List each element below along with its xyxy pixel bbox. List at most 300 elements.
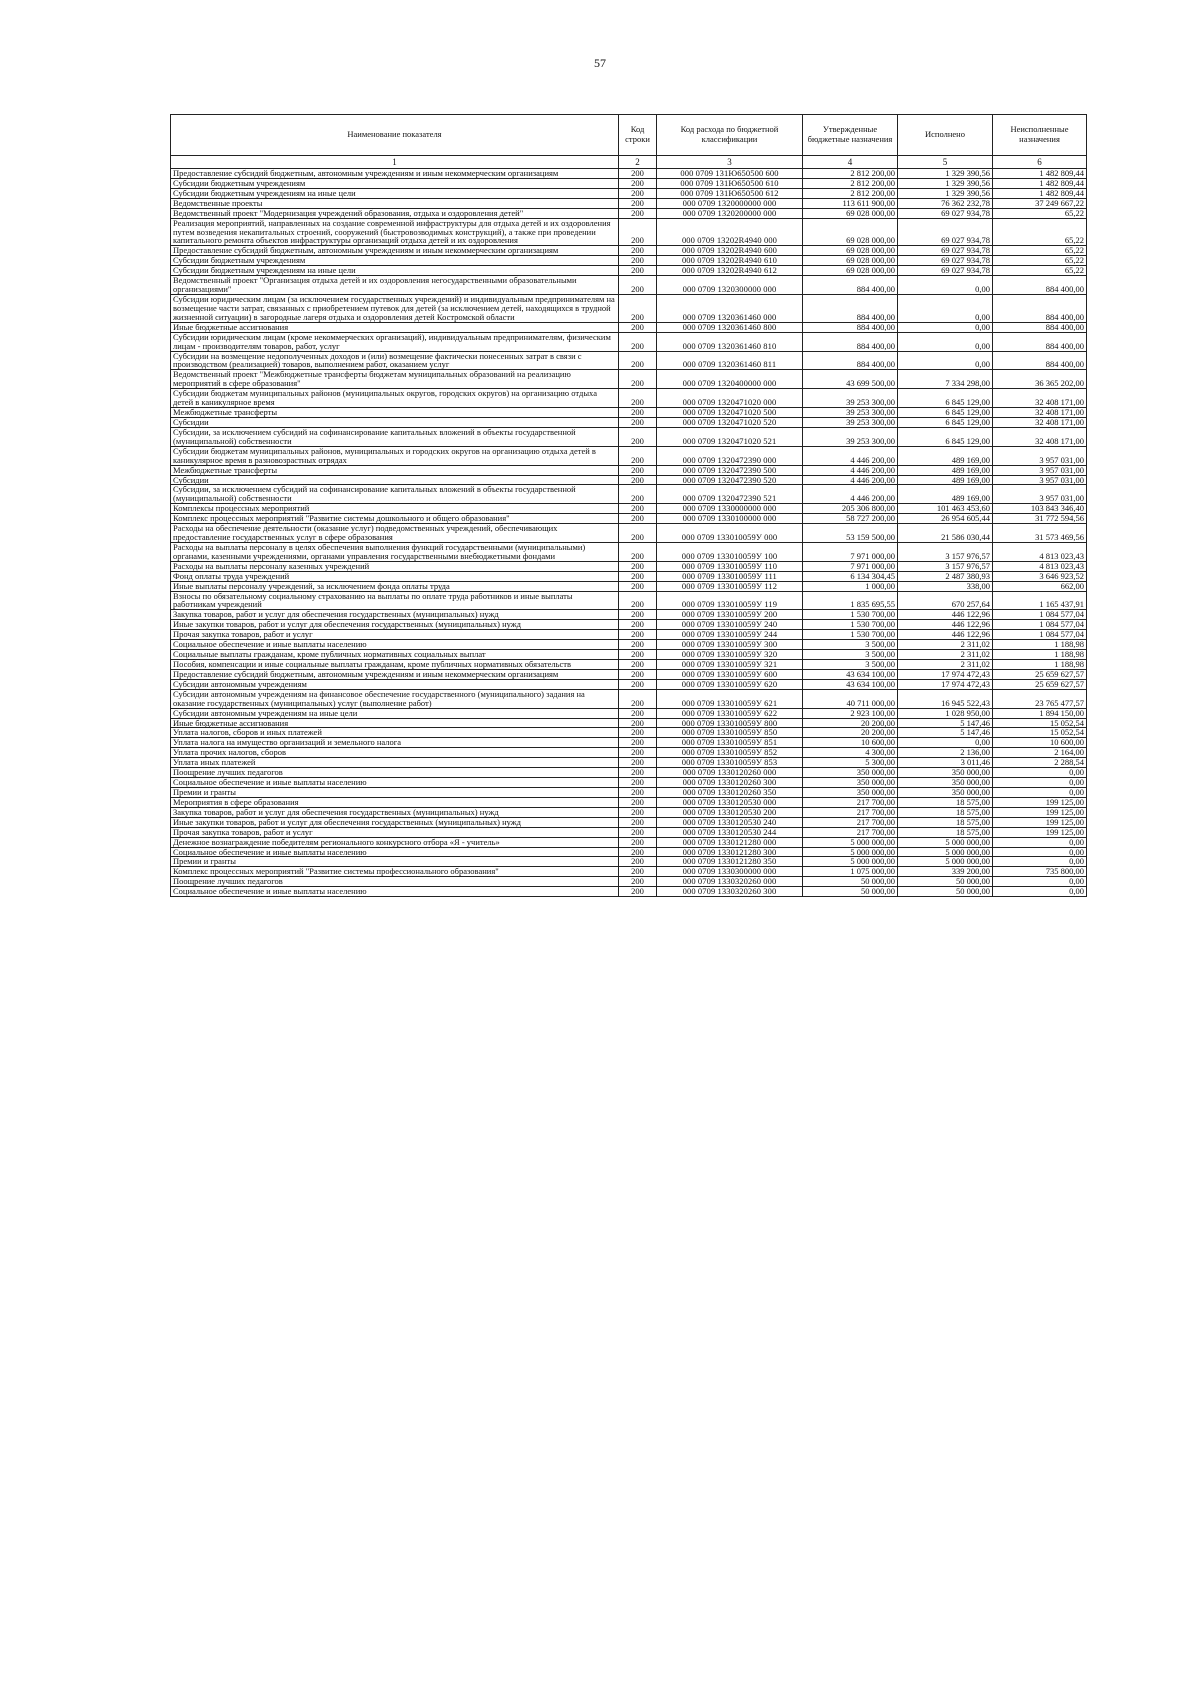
row-name-cell: Иные закупки товаров, работ и услуг для обеспечения государственных (муниципальных) нужд [171, 817, 619, 827]
row-unexecuted-cell: 1 188,98 [993, 640, 1087, 650]
row-approved-cell: 2 812 200,00 [803, 188, 898, 198]
table-row [171, 351, 1087, 370]
row-executed-cell: 5 000 000,00 [898, 837, 993, 847]
row-unexecuted-cell: 103 843 346,40 [993, 504, 1087, 514]
row-name-cell: Премии и гранты [171, 788, 619, 798]
row-code-cell: 200 [619, 847, 657, 857]
table-row [171, 389, 1087, 408]
row-name-cell: Субсидии, за исключением субсидий на софинансирование капитальных вложений в объекты государственной (муниципальной) собственности [171, 485, 619, 504]
row-name-cell: Уплата иных платежей [171, 758, 619, 768]
row-unexecuted-cell: 32 408 171,00 [993, 408, 1087, 418]
row-code-cell: 200 [619, 768, 657, 778]
row-name-cell: Субсидии юридическим лицам (за исключением государственных учреждений) и индивидуальным предпринимателям на возмещение части затрат, связанных с приобретением путевок для детей (за исключением детей, находящихся в трудной жизненной ситуации) в загородные лагеря отдыха и оздоровления детей Костромской области [171, 294, 619, 322]
row-executed-cell: 1 329 390,56 [898, 188, 993, 198]
row-name-cell: Предоставление субсидий бюджетным, автономным учреждениям и иным некоммерческим организациям [171, 246, 619, 256]
row-name-cell: Социальное обеспечение и иные выплаты населению [171, 887, 619, 897]
row-kbk-cell: 000 0709 1320471020 520 [657, 417, 803, 427]
row-code-cell: 200 [619, 246, 657, 256]
column-number-row [171, 156, 1087, 169]
row-unexecuted-cell: 0,00 [993, 877, 1087, 887]
row-unexecuted-cell: 31 772 594,56 [993, 514, 1087, 524]
row-code-cell: 200 [619, 169, 657, 179]
row-executed-cell: 17 974 472,43 [898, 669, 993, 679]
row-approved-cell: 217 700,00 [803, 807, 898, 817]
row-name-cell: Социальное обеспечение и иные выплаты населению [171, 640, 619, 650]
row-code-cell: 200 [619, 294, 657, 322]
row-executed-cell: 2 311,02 [898, 640, 993, 650]
row-approved-cell: 69 028 000,00 [803, 208, 898, 218]
row-approved-cell: 884 400,00 [803, 332, 898, 351]
row-unexecuted-cell: 1 084 577,04 [993, 610, 1087, 620]
row-kbk-cell: 000 0709 1330120530 240 [657, 817, 803, 827]
row-code-cell: 200 [619, 797, 657, 807]
row-kbk-cell: 000 0709 1330120260 350 [657, 788, 803, 798]
row-unexecuted-cell: 1 084 577,04 [993, 630, 1087, 640]
table-row [171, 708, 1087, 718]
row-unexecuted-cell: 3 957 031,00 [993, 446, 1087, 465]
row-code-cell: 200 [619, 188, 657, 198]
row-approved-cell: 3 500,00 [803, 660, 898, 670]
row-kbk-cell: 000 0709 13202R4940 610 [657, 256, 803, 266]
row-name-cell: Мероприятия в сфере образования [171, 797, 619, 807]
row-name-cell: Поощрение лучших педагогов [171, 877, 619, 887]
row-approved-cell: 1 530 700,00 [803, 620, 898, 630]
row-approved-cell: 20 200,00 [803, 728, 898, 738]
table-row [171, 427, 1087, 446]
row-unexecuted-cell: 0,00 [993, 887, 1087, 897]
row-unexecuted-cell: 1 188,98 [993, 650, 1087, 660]
row-kbk-cell: 000 0709 133010059У 000 [657, 524, 803, 543]
row-name-cell: Закупка товаров, работ и услуг для обеспечения государственных (муниципальных) нужд [171, 807, 619, 817]
row-code-cell: 200 [619, 581, 657, 591]
table-row [171, 542, 1087, 561]
row-approved-cell: 69 028 000,00 [803, 266, 898, 276]
table-row [171, 591, 1087, 610]
row-kbk-cell: 000 0709 133010059У 111 [657, 571, 803, 581]
row-kbk-cell: 000 0709 133010059У 800 [657, 718, 803, 728]
row-unexecuted-cell: 32 408 171,00 [993, 427, 1087, 446]
row-approved-cell: 350 000,00 [803, 788, 898, 798]
row-executed-cell: 670 257,64 [898, 591, 993, 610]
row-code-cell: 200 [619, 591, 657, 610]
row-name-cell: Прочая закупка товаров, работ и услуг [171, 630, 619, 640]
row-name-cell: Комплекс процессных мероприятий "Развитие системы профессионального образования" [171, 867, 619, 877]
row-approved-cell: 2 812 200,00 [803, 178, 898, 188]
row-approved-cell: 5 000 000,00 [803, 857, 898, 867]
row-executed-cell: 50 000,00 [898, 887, 993, 897]
row-executed-cell: 6 845 129,00 [898, 389, 993, 408]
row-kbk-cell: 000 0709 131Ю650500 600 [657, 169, 803, 179]
table-row [171, 208, 1087, 218]
row-kbk-cell: 000 0709 1320471020 521 [657, 427, 803, 446]
row-unexecuted-cell: 2 164,00 [993, 748, 1087, 758]
row-unexecuted-cell: 3 957 031,00 [993, 465, 1087, 475]
row-kbk-cell: 000 0709 13202R4940 000 [657, 218, 803, 246]
table-row [171, 887, 1087, 897]
row-name-cell: Ведомственный проект "Организация отдыха детей и их оздоровления негосударственными образовательными организациями" [171, 276, 619, 295]
row-name-cell: Межбюджетные трансферты [171, 465, 619, 475]
row-unexecuted-cell: 3 646 923,52 [993, 571, 1087, 581]
row-kbk-cell: 000 0709 1330120260 300 [657, 778, 803, 788]
row-executed-cell: 50 000,00 [898, 877, 993, 887]
row-name-cell: Предоставление субсидий бюджетным, автономным учреждениям и иным некоммерческим организациям [171, 169, 619, 179]
row-code-cell: 200 [619, 738, 657, 748]
row-approved-cell: 1 075 000,00 [803, 867, 898, 877]
row-name-cell: Фонд оплаты труда учреждений [171, 571, 619, 581]
row-approved-cell: 2 923 100,00 [803, 708, 898, 718]
table-row [171, 475, 1087, 485]
row-approved-cell: 39 253 300,00 [803, 408, 898, 418]
table-row [171, 266, 1087, 276]
row-approved-cell: 884 400,00 [803, 276, 898, 295]
row-name-cell: Субсидии юридическим лицам (кроме некоммерческих организаций), индивидуальным предпринимателям, физическим лицам - производителям товаров, работ, услуг [171, 332, 619, 351]
row-kbk-cell: 000 0709 1330120260 000 [657, 768, 803, 778]
row-unexecuted-cell: 1 084 577,04 [993, 620, 1087, 630]
row-executed-cell: 3 011,46 [898, 758, 993, 768]
row-unexecuted-cell: 65,22 [993, 208, 1087, 218]
row-kbk-cell: 000 0709 13202R4940 612 [657, 266, 803, 276]
row-approved-cell: 5 000 000,00 [803, 837, 898, 847]
row-name-cell: Расходы на выплаты персоналу в целях обеспечения выполнения функций государственными (муниципальными) органами, казенными учреждениями, органами управления государственными внебюджетными фондами [171, 542, 619, 561]
row-unexecuted-cell: 25 659 627,57 [993, 679, 1087, 689]
row-executed-cell: 0,00 [898, 351, 993, 370]
row-approved-cell: 1 530 700,00 [803, 630, 898, 640]
row-executed-cell: 489 169,00 [898, 446, 993, 465]
row-executed-cell: 2 136,00 [898, 748, 993, 758]
row-code-cell: 200 [619, 708, 657, 718]
row-approved-cell: 58 727 200,00 [803, 514, 898, 524]
row-code-cell: 200 [619, 475, 657, 485]
row-executed-cell: 0,00 [898, 738, 993, 748]
row-approved-cell: 50 000,00 [803, 887, 898, 897]
table-row [171, 669, 1087, 679]
table-row [171, 660, 1087, 670]
table-row [171, 417, 1087, 427]
row-name-cell: Субсидии, за исключением субсидий на софинансирование капитальных вложений в объекты государственной (муниципальной) собственности [171, 427, 619, 446]
row-code-cell: 200 [619, 807, 657, 817]
table-row [171, 718, 1087, 728]
row-kbk-cell: 000 0709 133010059У 321 [657, 660, 803, 670]
row-approved-cell: 350 000,00 [803, 768, 898, 778]
row-approved-cell: 4 300,00 [803, 748, 898, 758]
row-kbk-cell: 000 0709 1320361460 000 [657, 294, 803, 322]
row-unexecuted-cell: 65,22 [993, 256, 1087, 266]
row-code-cell: 200 [619, 485, 657, 504]
row-kbk-cell: 000 0709 1320300000 000 [657, 276, 803, 295]
table-row [171, 640, 1087, 650]
row-kbk-cell: 000 0709 133010059У 622 [657, 708, 803, 718]
table-row [171, 867, 1087, 877]
header-kbk: Код расхода по бюджетной классификации [657, 115, 803, 156]
row-executed-cell: 338,00 [898, 581, 993, 591]
row-kbk-cell: 000 0709 133010059У 244 [657, 630, 803, 640]
table-row [171, 524, 1087, 543]
table-row [171, 877, 1087, 887]
row-kbk-cell: 000 0709 1330120530 000 [657, 797, 803, 807]
row-code-cell: 200 [619, 887, 657, 897]
row-approved-cell: 1 530 700,00 [803, 610, 898, 620]
row-kbk-cell: 000 0709 1330320260 300 [657, 887, 803, 897]
row-name-cell: Субсидии бюджетным учреждениям [171, 256, 619, 266]
row-code-cell: 200 [619, 389, 657, 408]
row-approved-cell: 205 306 800,00 [803, 504, 898, 514]
row-executed-cell: 6 845 129,00 [898, 417, 993, 427]
table-row [171, 514, 1087, 524]
table-row [171, 332, 1087, 351]
row-executed-cell: 101 463 453,60 [898, 504, 993, 514]
row-kbk-cell: 000 0709 1320471020 500 [657, 408, 803, 418]
row-name-cell: Субсидии автономным учреждениям [171, 679, 619, 689]
row-code-cell: 200 [619, 788, 657, 798]
table-row [171, 446, 1087, 465]
row-name-cell: Субсидии [171, 475, 619, 485]
table-row [171, 188, 1087, 198]
row-unexecuted-cell: 0,00 [993, 778, 1087, 788]
row-name-cell: Субсидии бюджетным учреждениям на иные цели [171, 266, 619, 276]
row-name-cell: Субсидии бюджетным учреждениям на иные цели [171, 188, 619, 198]
table-row [171, 256, 1087, 266]
row-unexecuted-cell: 0,00 [993, 847, 1087, 857]
row-name-cell: Иные бюджетные ассигнования [171, 322, 619, 332]
row-code-cell: 200 [619, 867, 657, 877]
row-code-cell: 200 [619, 408, 657, 418]
row-code-cell: 200 [619, 370, 657, 389]
column-number: 1 [171, 156, 619, 169]
row-approved-cell: 43 634 100,00 [803, 679, 898, 689]
row-code-cell: 200 [619, 877, 657, 887]
row-approved-cell: 217 700,00 [803, 797, 898, 807]
table-row [171, 679, 1087, 689]
row-approved-cell: 69 028 000,00 [803, 256, 898, 266]
row-name-cell: Межбюджетные трансферты [171, 408, 619, 418]
table-body [171, 169, 1087, 897]
row-code-cell: 200 [619, 351, 657, 370]
row-approved-cell: 43 699 500,00 [803, 370, 898, 389]
row-approved-cell: 884 400,00 [803, 351, 898, 370]
row-code-cell: 200 [619, 571, 657, 581]
row-unexecuted-cell: 1 894 150,00 [993, 708, 1087, 718]
row-name-cell: Поощрение лучших педагогов [171, 768, 619, 778]
row-kbk-cell: 000 0709 133010059У 100 [657, 542, 803, 561]
row-executed-cell: 5 000 000,00 [898, 857, 993, 867]
row-unexecuted-cell: 1 188,98 [993, 660, 1087, 670]
row-approved-cell: 4 446 200,00 [803, 475, 898, 485]
row-unexecuted-cell: 3 957 031,00 [993, 475, 1087, 485]
row-code-cell: 200 [619, 504, 657, 514]
row-executed-cell: 2 487 380,93 [898, 571, 993, 581]
table-row [171, 246, 1087, 256]
row-executed-cell: 18 575,00 [898, 797, 993, 807]
row-name-cell: Субсидии бюджетным учреждениям [171, 178, 619, 188]
row-executed-cell: 2 311,02 [898, 650, 993, 660]
row-approved-cell: 5 300,00 [803, 758, 898, 768]
row-unexecuted-cell: 884 400,00 [993, 322, 1087, 332]
table-row [171, 504, 1087, 514]
row-kbk-cell: 000 0709 1320361460 810 [657, 332, 803, 351]
row-approved-cell: 69 028 000,00 [803, 246, 898, 256]
table-row [171, 857, 1087, 867]
row-kbk-cell: 000 0709 1320361460 811 [657, 351, 803, 370]
row-name-cell: Ведомственные проекты [171, 198, 619, 208]
row-code-cell: 200 [619, 524, 657, 543]
row-unexecuted-cell: 31 573 469,56 [993, 524, 1087, 543]
row-approved-cell: 39 253 300,00 [803, 389, 898, 408]
row-executed-cell: 446 122,96 [898, 630, 993, 640]
row-kbk-cell: 000 0709 133010059У 119 [657, 591, 803, 610]
row-name-cell: Иные закупки товаров, работ и услуг для обеспечения государственных (муниципальных) нужд [171, 620, 619, 630]
header-unexecuted: Неисполненные назначения [993, 115, 1087, 156]
row-code-cell: 200 [619, 817, 657, 827]
row-code-cell: 200 [619, 610, 657, 620]
row-approved-cell: 39 253 300,00 [803, 417, 898, 427]
row-executed-cell: 0,00 [898, 276, 993, 295]
row-unexecuted-cell: 662,00 [993, 581, 1087, 591]
table-row [171, 581, 1087, 591]
row-executed-cell: 489 169,00 [898, 485, 993, 504]
table-row [171, 689, 1087, 708]
row-name-cell: Уплата налога на имущество организаций и земельного налога [171, 738, 619, 748]
row-code-cell: 200 [619, 758, 657, 768]
row-approved-cell: 5 000 000,00 [803, 847, 898, 857]
row-approved-cell: 1 000,00 [803, 581, 898, 591]
table-row [171, 630, 1087, 640]
table-row [171, 610, 1087, 620]
row-name-cell: Социальные выплаты гражданам, кроме публичных нормативных социальных выплат [171, 650, 619, 660]
row-name-cell: Уплата прочих налогов, сборов [171, 748, 619, 758]
row-executed-cell: 6 845 129,00 [898, 408, 993, 418]
budget-execution-table [170, 114, 1087, 897]
row-kbk-cell: 000 0709 133010059У 240 [657, 620, 803, 630]
row-executed-cell: 1 329 390,56 [898, 169, 993, 179]
table-row [171, 778, 1087, 788]
table-row [171, 650, 1087, 660]
row-code-cell: 200 [619, 542, 657, 561]
row-code-cell: 200 [619, 748, 657, 758]
row-unexecuted-cell: 199 125,00 [993, 797, 1087, 807]
row-code-cell: 200 [619, 630, 657, 640]
row-executed-cell: 18 575,00 [898, 827, 993, 837]
row-code-cell: 200 [619, 514, 657, 524]
row-code-cell: 200 [619, 837, 657, 847]
row-kbk-cell: 000 0709 1320472390 521 [657, 485, 803, 504]
row-name-cell: Субсидии автономным учреждениям на иные цели [171, 708, 619, 718]
header-approved: Утвержденные бюджетные назначения [803, 115, 898, 156]
row-kbk-cell: 000 0709 133010059У 320 [657, 650, 803, 660]
row-code-cell: 200 [619, 417, 657, 427]
row-executed-cell: 3 157 976,57 [898, 542, 993, 561]
row-unexecuted-cell: 0,00 [993, 837, 1087, 847]
row-code-cell: 200 [619, 561, 657, 571]
row-kbk-cell: 000 0709 133010059У 620 [657, 679, 803, 689]
row-code-cell: 200 [619, 427, 657, 446]
row-name-cell: Расходы на выплаты персоналу казенных учреждений [171, 561, 619, 571]
row-executed-cell: 2 311,02 [898, 660, 993, 670]
row-name-cell: Субсидии бюджетам муниципальных районов, муниципальных и городских округов на организацию отдыха детей в каникулярное время в разновозрастных отрядах [171, 446, 619, 465]
row-unexecuted-cell: 735 800,00 [993, 867, 1087, 877]
row-kbk-cell: 000 0709 1330120530 244 [657, 827, 803, 837]
row-approved-cell: 4 446 200,00 [803, 485, 898, 504]
row-code-cell: 200 [619, 650, 657, 660]
row-approved-cell: 53 159 500,00 [803, 524, 898, 543]
row-name-cell: Реализация мероприятий, направленных на создание современной инфраструктуры для отдыха детей и их оздоровления путем возведения некапитальных строений, сооружений (быстровозводимых конструкций), а также при проведении капитального ремонта объектов инфраструктуры организаций отдыха детей и их оздоровления [171, 218, 619, 246]
row-approved-cell: 350 000,00 [803, 778, 898, 788]
row-kbk-cell: 000 0709 1320472390 500 [657, 465, 803, 475]
row-kbk-cell: 000 0709 1330121280 000 [657, 837, 803, 847]
row-executed-cell: 6 845 129,00 [898, 427, 993, 446]
row-executed-cell: 350 000,00 [898, 768, 993, 778]
table-row [171, 322, 1087, 332]
row-executed-cell: 17 974 472,43 [898, 679, 993, 689]
row-name-cell: Социальное обеспечение и иные выплаты населению [171, 847, 619, 857]
row-unexecuted-cell: 65,22 [993, 246, 1087, 256]
row-code-cell: 200 [619, 198, 657, 208]
row-kbk-cell: 000 0709 133010059У 110 [657, 561, 803, 571]
row-approved-cell: 3 500,00 [803, 650, 898, 660]
row-approved-cell: 217 700,00 [803, 827, 898, 837]
row-kbk-cell: 000 0709 13202R4940 600 [657, 246, 803, 256]
row-approved-cell: 10 600,00 [803, 738, 898, 748]
column-number: 2 [619, 156, 657, 169]
row-unexecuted-cell: 1 482 809,44 [993, 188, 1087, 198]
row-unexecuted-cell: 32 408 171,00 [993, 417, 1087, 427]
row-name-cell: Субсидии на возмещение недополученных доходов и (или) возмещение фактически понесенных затрат в связи с производством (реализацией) товаров, выполнением работ, оказанием услуг [171, 351, 619, 370]
row-kbk-cell: 000 0709 133010059У 600 [657, 669, 803, 679]
row-name-cell: Иные выплаты персоналу учреждений, за исключением фонда оплаты труда [171, 581, 619, 591]
table-row [171, 561, 1087, 571]
row-unexecuted-cell: 32 408 171,00 [993, 389, 1087, 408]
row-code-cell: 200 [619, 178, 657, 188]
row-unexecuted-cell: 0,00 [993, 768, 1087, 778]
row-kbk-cell: 000 0709 1330320260 000 [657, 877, 803, 887]
table-row [171, 797, 1087, 807]
row-kbk-cell: 000 0709 1330300000 000 [657, 867, 803, 877]
row-executed-cell: 5 147,46 [898, 728, 993, 738]
row-code-cell: 200 [619, 718, 657, 728]
table-row [171, 218, 1087, 246]
row-code-cell: 200 [619, 857, 657, 867]
row-unexecuted-cell: 884 400,00 [993, 351, 1087, 370]
row-kbk-cell: 000 0709 1330100000 000 [657, 514, 803, 524]
row-kbk-cell: 000 0709 131Ю650500 612 [657, 188, 803, 198]
table-row [171, 178, 1087, 188]
row-name-cell: Комплекс процессных мероприятий "Развитие системы дошкольного и общего образования" [171, 514, 619, 524]
row-executed-cell: 69 027 934,78 [898, 266, 993, 276]
row-approved-cell: 217 700,00 [803, 817, 898, 827]
row-approved-cell: 69 028 000,00 [803, 218, 898, 246]
row-code-cell: 200 [619, 256, 657, 266]
row-name-cell: Ведомственный проект "Межбюджетные трансферты бюджетам муниципальных образований на реализацию мероприятий в сфере образования" [171, 370, 619, 389]
row-name-cell: Социальное обеспечение и иные выплаты населению [171, 778, 619, 788]
row-unexecuted-cell: 199 125,00 [993, 807, 1087, 817]
table-row [171, 294, 1087, 322]
row-unexecuted-cell: 4 813 023,43 [993, 561, 1087, 571]
table-row [171, 620, 1087, 630]
row-name-cell: Комплексы процессных мероприятий [171, 504, 619, 514]
row-unexecuted-cell: 4 813 023,43 [993, 542, 1087, 561]
table-row [171, 485, 1087, 504]
row-kbk-cell: 000 0709 1320471020 000 [657, 389, 803, 408]
row-unexecuted-cell: 1 482 809,44 [993, 178, 1087, 188]
row-approved-cell: 43 634 100,00 [803, 669, 898, 679]
row-code-cell: 200 [619, 827, 657, 837]
row-approved-cell: 7 971 000,00 [803, 561, 898, 571]
row-unexecuted-cell: 3 957 031,00 [993, 485, 1087, 504]
row-kbk-cell: 000 0709 1330000000 000 [657, 504, 803, 514]
row-unexecuted-cell: 199 125,00 [993, 827, 1087, 837]
row-unexecuted-cell: 65,22 [993, 266, 1087, 276]
row-unexecuted-cell: 36 365 202,00 [993, 370, 1087, 389]
row-kbk-cell: 000 0709 1320472390 520 [657, 475, 803, 485]
